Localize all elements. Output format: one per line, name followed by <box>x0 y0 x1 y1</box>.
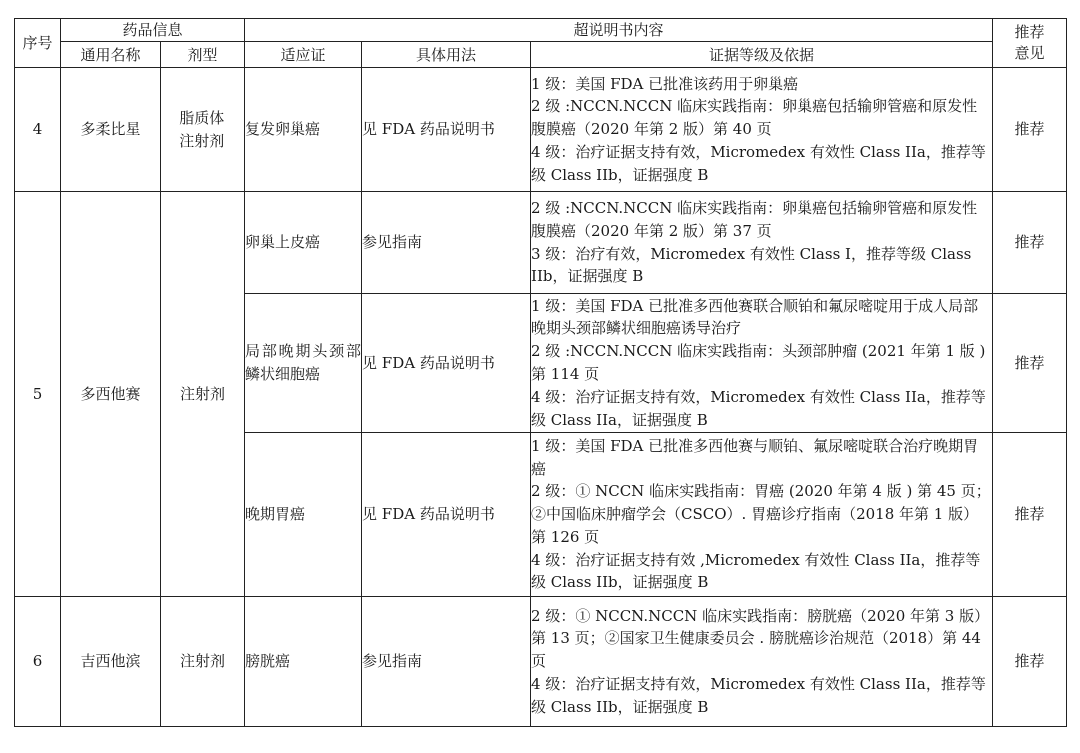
evidence-line: 2 级 :NCCN.NCCN 临床实践指南：头颈部肿瘤 (2021 年第 1 版 ) 第 114 页 <box>531 342 986 383</box>
cell-usage: 见 FDA 药品说明书 <box>362 68 531 192</box>
cell-seq: 5 <box>15 192 61 597</box>
cell-usage: 见 FDA 药品说明书 <box>362 433 531 597</box>
evidence-line: 4 级：治疗证据支持有效，Micromedex 有效性 Class IIa，推荐等级 Class IIa，证据强度 B <box>531 387 986 429</box>
cell-recommend: 推荐 <box>993 597 1067 727</box>
cell-generic-name: 多西他赛 <box>61 192 161 597</box>
cell-indication: 卵巢上皮癌 <box>245 192 362 294</box>
cell-recommend: 推荐 <box>993 192 1067 294</box>
evidence-line: 3 级：治疗有效，Micromedex 有效性 Class I，推荐等级 Class IIb，证据强度 B <box>531 244 972 286</box>
cell-generic-name: 吉西他滨 <box>61 597 161 727</box>
cell-dosage-form <box>161 68 245 192</box>
evidence-line: 1 级：美国 FDA 已批准该药用于卵巢癌 <box>531 74 799 93</box>
header-drug-info: 药品信息 <box>61 19 245 42</box>
cell-indication: 膀胱癌 <box>245 597 362 727</box>
header-evidence: 证据等级及依据 <box>531 42 993 68</box>
cell-generic-name: 多柔比星 <box>61 68 161 192</box>
cell-seq: 4 <box>15 68 61 192</box>
header-off-label-content: 超说明书内容 <box>245 19 993 42</box>
header-usage: 具体用法 <box>362 42 531 68</box>
evidence-line: 1 级：美国 FDA 已批准多西他赛联合顺铂和氟尿嘧啶用于成人局部晚期头颈部鳞状细胞癌诱导治疗 <box>531 296 979 338</box>
evidence-line: 2 级：① NCCN 临床实践指南：胃癌 (2020 年第 4 版 ) 第 45 页；②中国临床肿瘤学会（CSCO）. 胃癌诊疗指南（2018 年第 1 版）第 126 页 <box>531 482 991 546</box>
cell-usage: 见 FDA 药品说明书 <box>362 294 531 433</box>
cell-usage: 参见指南 <box>362 192 531 294</box>
header-recommend <box>993 19 1067 68</box>
cell-evidence <box>531 597 993 727</box>
cell-indication: 复发卵巢癌 <box>245 68 362 192</box>
cell-indication: 晚期胃癌 <box>245 433 362 597</box>
evidence-line: 2 级：① NCCN.NCCN 临床实践指南：膀胱癌（2020 年第 3 版）第 13 页；②国家卫生健康委员会 . 膀胱癌诊治规范（2018）第 44 页 <box>531 606 990 671</box>
header-indication: 适应证 <box>245 42 362 68</box>
cell-dosage-form: 注射剂 <box>161 192 245 597</box>
evidence-line: 4 级：治疗证据支持有效，Micromedex 有效性 Class IIa，推荐等级 Class IIb，证据强度 B <box>531 142 986 184</box>
evidence-line: 4 级：治疗证据支持有效，Micromedex 有效性 Class IIa，推荐等级 Class IIb，证据强度 B <box>531 674 986 716</box>
table-row <box>15 192 1067 294</box>
header-dosage-form: 剂型 <box>161 42 245 68</box>
cell-seq: 6 <box>15 597 61 727</box>
dosage-form-text: 脂质体注射剂 <box>179 108 225 150</box>
cell-usage: 参见指南 <box>362 597 531 727</box>
cell-evidence <box>531 192 993 294</box>
cell-dosage-form: 注射剂 <box>161 597 245 727</box>
cell-evidence <box>531 68 993 192</box>
evidence-line: 1 级：美国 FDA 已批准多西他赛与顺铂、氟尿嘧啶联合治疗晚期胃癌 <box>531 436 979 478</box>
cell-evidence <box>531 294 993 433</box>
cell-recommend: 推荐 <box>993 294 1067 433</box>
evidence-line: 2 级 :NCCN.NCCN 临床实践指南：卵巢癌包括输卵管癌和原发性腹膜癌（2020 年第 2 版）第 40 页 <box>531 97 978 139</box>
header-generic-name: 通用名称 <box>61 42 161 68</box>
table-row <box>15 68 1067 192</box>
cell-recommend: 推荐 <box>993 433 1067 597</box>
off-label-drug-table <box>14 18 1067 727</box>
cell-evidence <box>531 433 993 597</box>
header-recommend-label: 推荐意见 <box>1014 23 1045 62</box>
evidence-line: 4 级：治疗证据支持有效 ,Micromedex 有效性 Class IIa，推荐等级 Class IIb，证据强度 B <box>531 550 981 592</box>
cell-recommend: 推荐 <box>993 68 1067 192</box>
header-seq: 序号 <box>15 19 61 68</box>
evidence-line: 2 级 :NCCN.NCCN 临床实践指南：卵巢癌包括输卵管癌和原发性腹膜癌（2020 年第 2 版）第 37 页 <box>531 198 978 240</box>
table-row <box>15 597 1067 727</box>
cell-indication: 局部晚期头颈部鳞状细胞癌 <box>245 294 362 433</box>
